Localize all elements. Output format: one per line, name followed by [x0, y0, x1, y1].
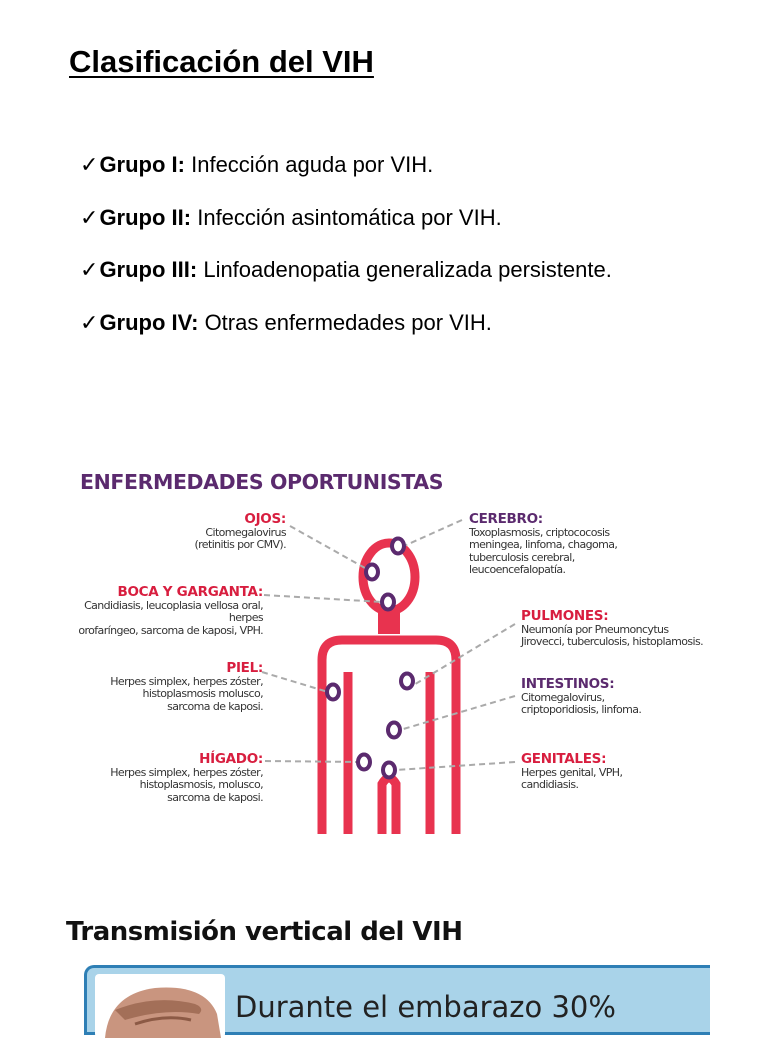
- checkmark-icon: ✓: [80, 310, 99, 336]
- dot-genitales: [383, 763, 395, 778]
- transmission-title: Transmisión vertical del VIH: [66, 917, 463, 947]
- list-item: [80, 255, 612, 308]
- organ-name: PULMONES:: [521, 608, 609, 624]
- dot-cerebro: [392, 539, 404, 554]
- organ-higado: [110, 753, 263, 804]
- checkmark-icon: ✓: [80, 204, 99, 230]
- group-label: Grupo IV:: [99, 310, 199, 336]
- pregnant-belly-photo: [95, 974, 225, 1038]
- organ-line: Neumonía por Pneumoncytus: [521, 622, 669, 636]
- dot-higado: [358, 755, 370, 770]
- banner-text: Durante el embarazo 30%: [235, 990, 616, 1024]
- checkmark-icon: ✓: [80, 257, 99, 283]
- infection-dots: [327, 539, 413, 778]
- organ-line: (retinitis por CMV).: [194, 538, 286, 552]
- group-label: Grupo I:: [99, 152, 185, 177]
- organ-line: sarcoma de kaposi.: [167, 790, 263, 804]
- infographic-title: ENFERMEDADES OPORTUNISTAS: [80, 470, 444, 494]
- organ-cerebro: [469, 513, 617, 577]
- group-label: Grupo III:: [99, 257, 198, 283]
- group-text: Infección asintomática por VIH.: [197, 204, 502, 230]
- organ-piel: [110, 662, 263, 713]
- checkmark-icon: ✓: [80, 152, 99, 177]
- organ-name: OJOS:: [244, 511, 286, 527]
- group-text: Otras enfermedades por VIH.: [204, 310, 492, 336]
- organ-line: criptoporidiosis, linfoma.: [521, 703, 642, 717]
- neck: [378, 610, 400, 634]
- list-item: [80, 203, 612, 256]
- organ-line: histoplasmosis, molusco,: [139, 778, 263, 792]
- organ-line: Toxoplasmosis, criptococosis: [469, 525, 610, 539]
- dot-boca: [382, 595, 394, 610]
- organ-line: Herpes simplex, herpes zóster,: [110, 765, 263, 779]
- organ-line: orofaríngeo, sarcoma de kaposi, VPH.: [78, 623, 263, 637]
- organ-line: Candidiasis, leucoplasia vellosa oral, herpes: [84, 598, 263, 625]
- organ-line: meningea, linfoma, chagoma,: [469, 538, 618, 552]
- organ-intestinos: [521, 678, 641, 717]
- organ-name: GENITALES:: [521, 751, 607, 767]
- organ-line: Jirovecci, tuberculosis, histoplamosis.: [521, 635, 704, 649]
- group-text: Linfoadenopatia generalizada persistente.: [203, 257, 612, 283]
- organ-name: CEREBRO:: [469, 511, 543, 527]
- list-item: [80, 308, 612, 361]
- organ-boca-garganta: [60, 586, 263, 637]
- page-title: Clasificación del VIH: [69, 44, 374, 79]
- group-label: Grupo II:: [99, 204, 192, 230]
- dot-piel: [327, 685, 339, 700]
- transmission-banner: [84, 965, 710, 1035]
- organ-name: BOCA Y GARGANTA:: [117, 584, 263, 600]
- list-item: [80, 150, 612, 203]
- organ-line: Citomegalovirus: [205, 525, 286, 539]
- legs: [382, 778, 396, 834]
- organ-line: candidiasis.: [521, 778, 579, 792]
- organ-line: sarcoma de kaposi.: [167, 699, 263, 713]
- organ-line: leucoencefalopatía.: [469, 563, 566, 577]
- opportunistic-diseases-infographic: [60, 462, 710, 834]
- organ-ojos: [194, 513, 286, 552]
- group-list: [80, 150, 612, 361]
- organ-name: HÍGADO:: [199, 751, 263, 767]
- dot-ojos: [366, 565, 378, 580]
- organ-line: Herpes simplex, herpes zóster,: [110, 674, 263, 688]
- group-text: Infección aguda por VIH.: [191, 152, 434, 177]
- organ-genitales: [521, 753, 622, 792]
- dot-pulmones: [401, 674, 413, 689]
- organ-name: INTESTINOS:: [521, 676, 615, 692]
- dot-intestinos: [388, 723, 400, 738]
- organ-line: tuberculosis cerebral,: [469, 550, 575, 564]
- organ-pulmones: [521, 610, 703, 649]
- organ-line: histoplasmosis molusco,: [142, 687, 263, 701]
- organ-name: PIEL:: [226, 660, 263, 676]
- organ-line: Herpes genital, VPH,: [521, 765, 623, 779]
- pregnant-belly-icon: [95, 974, 225, 1038]
- organ-line: Citomegalovirus,: [521, 690, 605, 704]
